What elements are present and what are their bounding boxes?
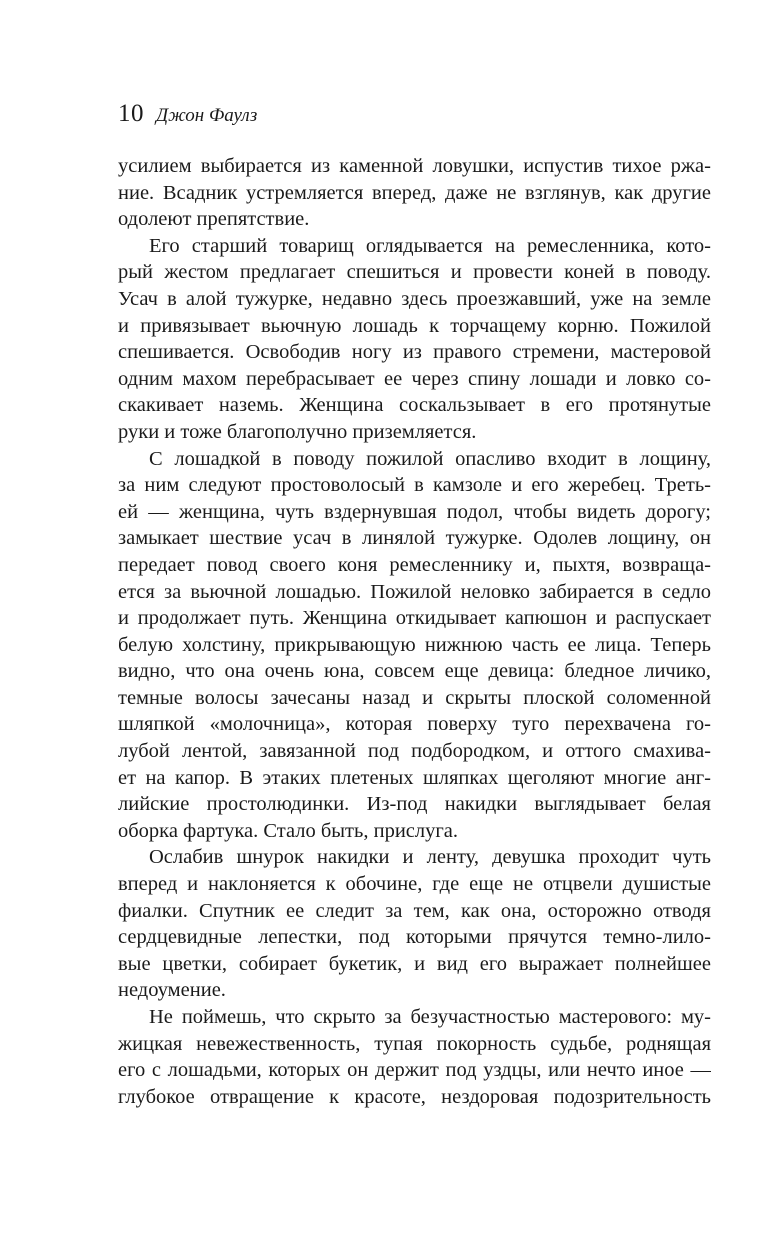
text-line: его с лошадьми, которых он держит под уздцы, или нечто иное — xyxy=(118,1059,711,1082)
text-line: за ним следуют простоволосый в камзоле и его жеребец. Треть- xyxy=(118,474,711,497)
paragraph xyxy=(118,844,711,1004)
text-line: сердцевидные лепестки, под которыми прячутся темно-лило- xyxy=(118,926,711,949)
text-line: скакивает наземь. Женщина соскальзывает в его протянутые xyxy=(118,394,711,417)
text-line: жицкая невежественность, тупая покорность судьбе, роднящая xyxy=(118,1032,711,1055)
text-line: вперед и наклоняется к обочине, где еще не отцвели душистые xyxy=(118,873,711,896)
text-line: глубокое отвращение к красоте, нездоровая подозрительность xyxy=(118,1085,711,1108)
text-line: шляпкой «молочница», которая поверху туго перехвачена го- xyxy=(118,713,711,736)
text-line: белую холстину, прикрывающую нижнюю часть ее лица. Теперь xyxy=(118,633,711,656)
text-line: Его старший товарищ оглядывается на ремесленника, кото- xyxy=(149,234,711,257)
text-line: оборка фартука. Стало быть, прислуга. xyxy=(118,819,459,842)
text-line: вые цветки, собирает букетик, и вид его выражает полнейшее xyxy=(118,952,711,975)
paragraph xyxy=(118,153,711,233)
text-line: ние. Всадник устремляется вперед, даже не взглянув, как другие xyxy=(118,181,711,204)
text-line: Ослабив шнурок накидки и ленту, девушка проходит чуть xyxy=(149,846,711,869)
paragraph xyxy=(118,1004,711,1110)
text-line: усилием выбирается из каменной ловушки, испустив тихое ржа- xyxy=(118,155,711,177)
page-number: 10 xyxy=(118,100,144,127)
paragraph xyxy=(118,233,711,446)
body-text xyxy=(118,153,711,1110)
text-line: фиалки. Спутник ее следит за тем, как она, осторожно отводя xyxy=(118,899,711,922)
running-head-author: Джон Фаулз xyxy=(156,105,258,126)
text-line: Не поймешь, что скрыто за безучастностью мастерового: му- xyxy=(149,1006,711,1028)
text-line: передает повод своего коня ремесленнику и, пыхтя, возвраща- xyxy=(118,553,711,576)
text-line: темные волосы зачесаны назад и скрыты плоской соломенной xyxy=(118,686,711,709)
text-line: ется за вьючной лошадью. Пожилой неловко забирается в седло xyxy=(118,580,711,603)
text-line: одним махом перебрасывает ее через спину лошади и ловко со- xyxy=(118,367,711,390)
text-line: замыкает шествие усач в линялой тужурке. Одолев лощину, он xyxy=(118,527,711,550)
page-header xyxy=(118,100,257,134)
paragraph xyxy=(118,446,711,845)
text-line: руки и тоже благополучно приземляется. xyxy=(118,420,477,443)
text-line: ет на капор. В этаких плетеных шляпках щеголяют многие анг- xyxy=(118,766,711,789)
text-line: лубой лентой, завязанной под подбородком, и оттого смахива- xyxy=(118,740,711,763)
text-line: ей — женщина, чуть вздернувшая подол, чтобы видеть дорогу; xyxy=(118,500,711,523)
text-line: недоумение. xyxy=(118,979,226,1002)
text-line: спешивается. Освободив ногу из правого стремени, мастеровой xyxy=(118,341,711,364)
text-line: видно, что она очень юна, совсем еще девица: бледное личико, xyxy=(118,660,711,683)
text-line: и привязывает вьючную лошадь к торчащему корню. Пожилой xyxy=(118,314,711,337)
text-line: Усач в алой тужурке, недавно здесь проезжавший, уже на земле xyxy=(118,287,711,310)
text-line: лийские простолюдинки. Из-под накидки выглядывает белая xyxy=(118,793,711,816)
text-line: одолеют препятствие. xyxy=(118,208,310,231)
text-line: рый жестом предлагает спешиться и провести коней в поводу. xyxy=(118,261,711,284)
text-line: и продолжает путь. Женщина откидывает капюшон и распускает xyxy=(118,607,711,630)
text-line: С лошадкой в поводу пожилой опасливо входит в лощину, xyxy=(149,447,711,470)
